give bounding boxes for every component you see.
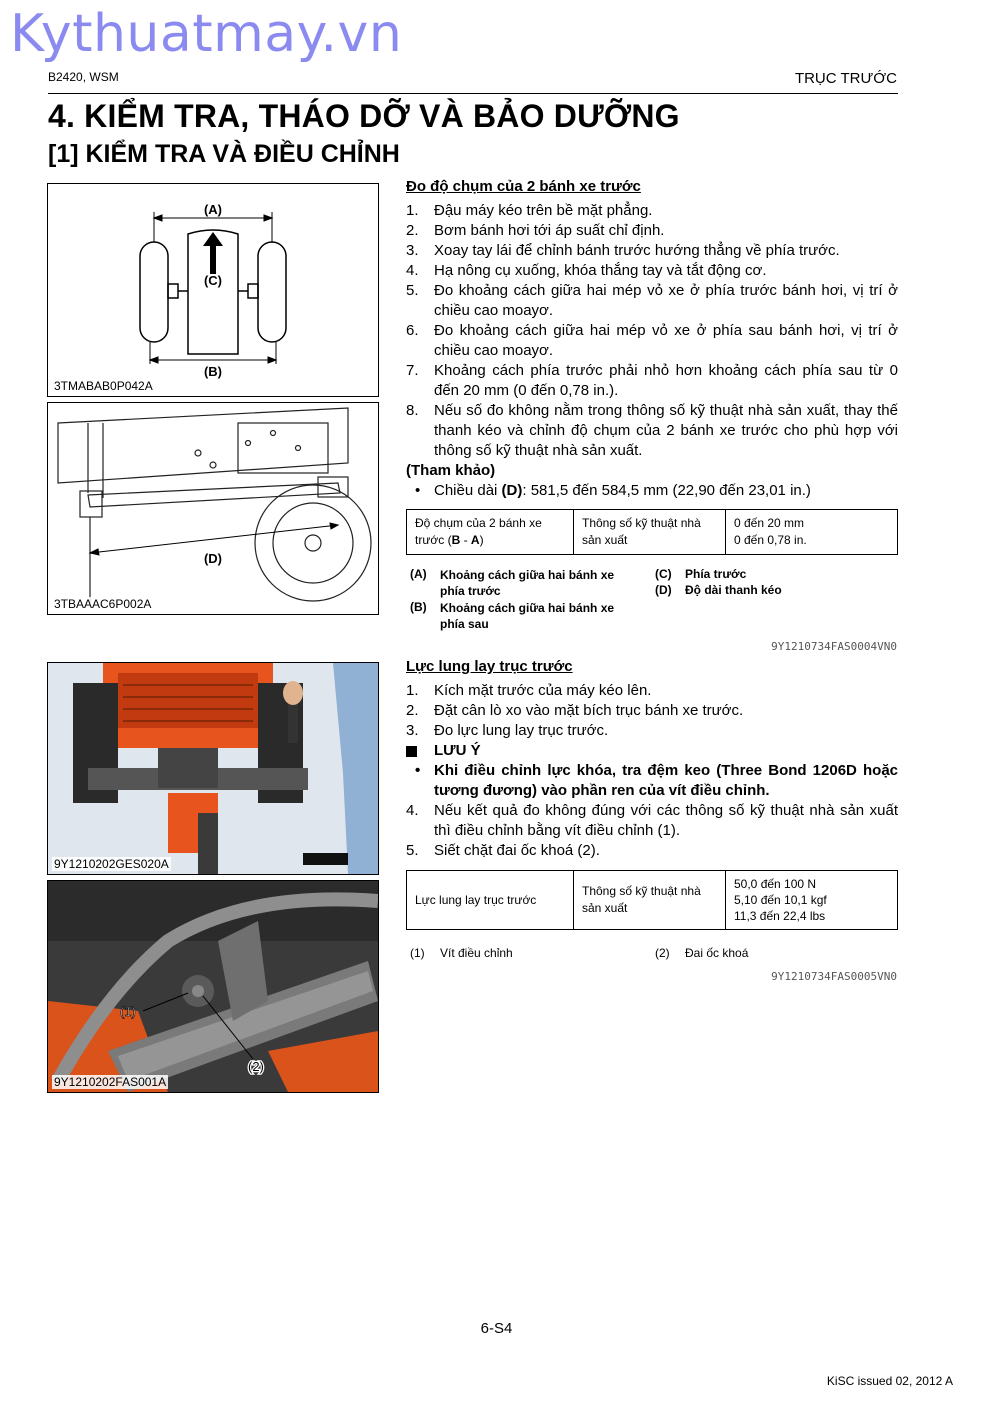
list-item: 1. Đậu máy kéo trên bề mặt phẳng. [406,202,653,219]
list-item: 2. Bơm bánh hơi tới áp suất chỉ định. [406,222,665,239]
list-item: 3. Đo lực lung lay trục trước. [406,722,609,739]
reference-item: • Chiều dài (D): 581,5 đến 584,5 mm (22,90 đến 23,01 in.) [415,482,811,499]
toe-in-section [406,178,898,555]
label-a: (A) [203,202,223,217]
label-c: (C) [203,273,223,288]
note-square-icon [406,746,417,757]
toe-in-heading: Đo độ chụm của 2 bánh xe trước [406,178,641,195]
tractor-front-photo [47,662,379,875]
toe-in-diagram [47,183,379,397]
front-axle-photo [47,880,379,1093]
issue-note: KiSC issued 02, 2012 A [826,1374,953,1388]
spec-source-cell: Thông số kỹ thuật nhà sản xuất [574,871,726,930]
figure-code: 9Y1210202GES020A [54,857,169,871]
toe-in-legend-right: (C) Phía trước (D) Độ dài thanh kéo [655,567,782,597]
list-item: 4. Nếu kết quả đo không đúng với các thông số kỹ thuật nhà sản xuất thì điều chỉnh bằng vít điều chỉnh (1). [406,802,898,839]
section-title: [1] KIỂM TRA VÀ ĐIỀU CHỈNH [48,140,400,168]
label-b: (B) [203,364,223,379]
reference-heading: (Tham khảo) [406,462,496,479]
wobble-heading: Lực lung lay trục trước [406,658,573,675]
spec-name-cell: Độ chụm của 2 bánh xe trước (B - A) [407,510,574,555]
list-item: 3. Xoay tay lái để chỉnh bánh trước hướng thẳng về phía trước. [406,242,840,259]
list-item: 1. Kích mặt trước của máy kéo lên. [406,682,652,699]
list-item: 2. Đặt cân lò xo vào mặt bích trục bánh xe trước. [406,702,744,719]
header-model: B2420, WSM [48,70,119,84]
watermark: Kythuatmay.vn [10,4,403,64]
figure-code: 9Y1210202FAS001A [54,1075,167,1089]
front-axle-drawing [48,881,378,1092]
page-number: 6-S4 [480,1320,513,1337]
spec-name-cell: Lực lung lay trục trước [407,871,574,930]
tie-rod-drawing [48,403,378,614]
note-title: LƯU Ý [406,741,898,761]
wobble-ref-code: 9Y1210734FAS0005VN0 [771,970,897,983]
header-section: TRỤC TRƯỚC [794,70,897,87]
list-item: 6. Đo khoảng cách giữa hai mép vỏ xe ở phía sau bánh hơi, vị trí ở chiều cao moayơ. [406,322,898,359]
wobble-legend-left: (1) Vít điều chỉnh [410,946,513,960]
label-2: (2) [248,1059,264,1074]
list-item: 5. Đo khoảng cách giữa hai mép vỏ xe ở phía trước bánh hơi, vị trí ở chiều cao moayơ. [406,282,898,319]
list-item: 5. Siết chặt đai ốc khoá (2). [406,842,600,859]
wobble-section [406,658,898,930]
wobble-spec-table [406,870,898,930]
spec-source-cell: Thông số kỹ thuật nhà sản xuất [574,510,726,555]
spec-value-cell: 0 đến 20 mm 0 đến 0,78 in. [726,510,898,555]
toe-in-ref-code: 9Y1210734FAS0004VN0 [771,640,897,653]
list-item: 7. Khoảng cách phía trước phải nhỏ hơn khoảng cách phía sau từ 0 đến 20 mm (0 đến 0,78 in.). [406,362,898,399]
wobble-steps [406,681,898,741]
tractor-front-drawing [48,663,378,874]
label-d: (D) [203,551,223,566]
list-item: 8. Nếu số đo không nằm trong thông số kỹ thuật nhà sản xuất, thay thế thanh kéo và chỉnh độ chụm của 2 bánh xe trước cho phù hợp với thông số kỹ thuật nhà sản xuất. [406,402,898,459]
wobble-legend-right: (2) Đai ốc khoá [655,946,749,960]
label-1: (1) [120,1004,136,1019]
figure-code: 3TBAAAC6P002A [54,597,152,611]
note-item: • Khi điều chỉnh lực khóa, tra đệm keo (Three Bond 1206D hoặc tương đương) vào phần ren của vít điều chỉnh. [415,762,898,799]
toe-in-drawing [48,184,378,396]
header-rule [48,93,898,94]
toe-in-steps [406,201,898,461]
spec-value-cell: 50,0 đến 100 N 5,10 đến 10,1 kgf 11,3 đến 22,4 lbs [726,871,898,930]
toe-in-legend-left: (A) Khoảng cách giữa hai bánh xe phía trước (B) Khoảng cách giữa hai bánh xe phía sau [410,567,615,631]
wobble-steps-continued [406,801,898,861]
list-item: 4. Hạ nông cụ xuống, khóa thắng tay và tắt động cơ. [406,262,767,279]
toe-in-spec-table [406,509,898,555]
tie-rod-diagram [47,402,379,615]
page-title: 4. KIỂM TRA, THÁO DỠ VÀ BẢO DƯỠNG [48,98,680,134]
figure-code: 3TMABAB0P042A [54,379,153,393]
